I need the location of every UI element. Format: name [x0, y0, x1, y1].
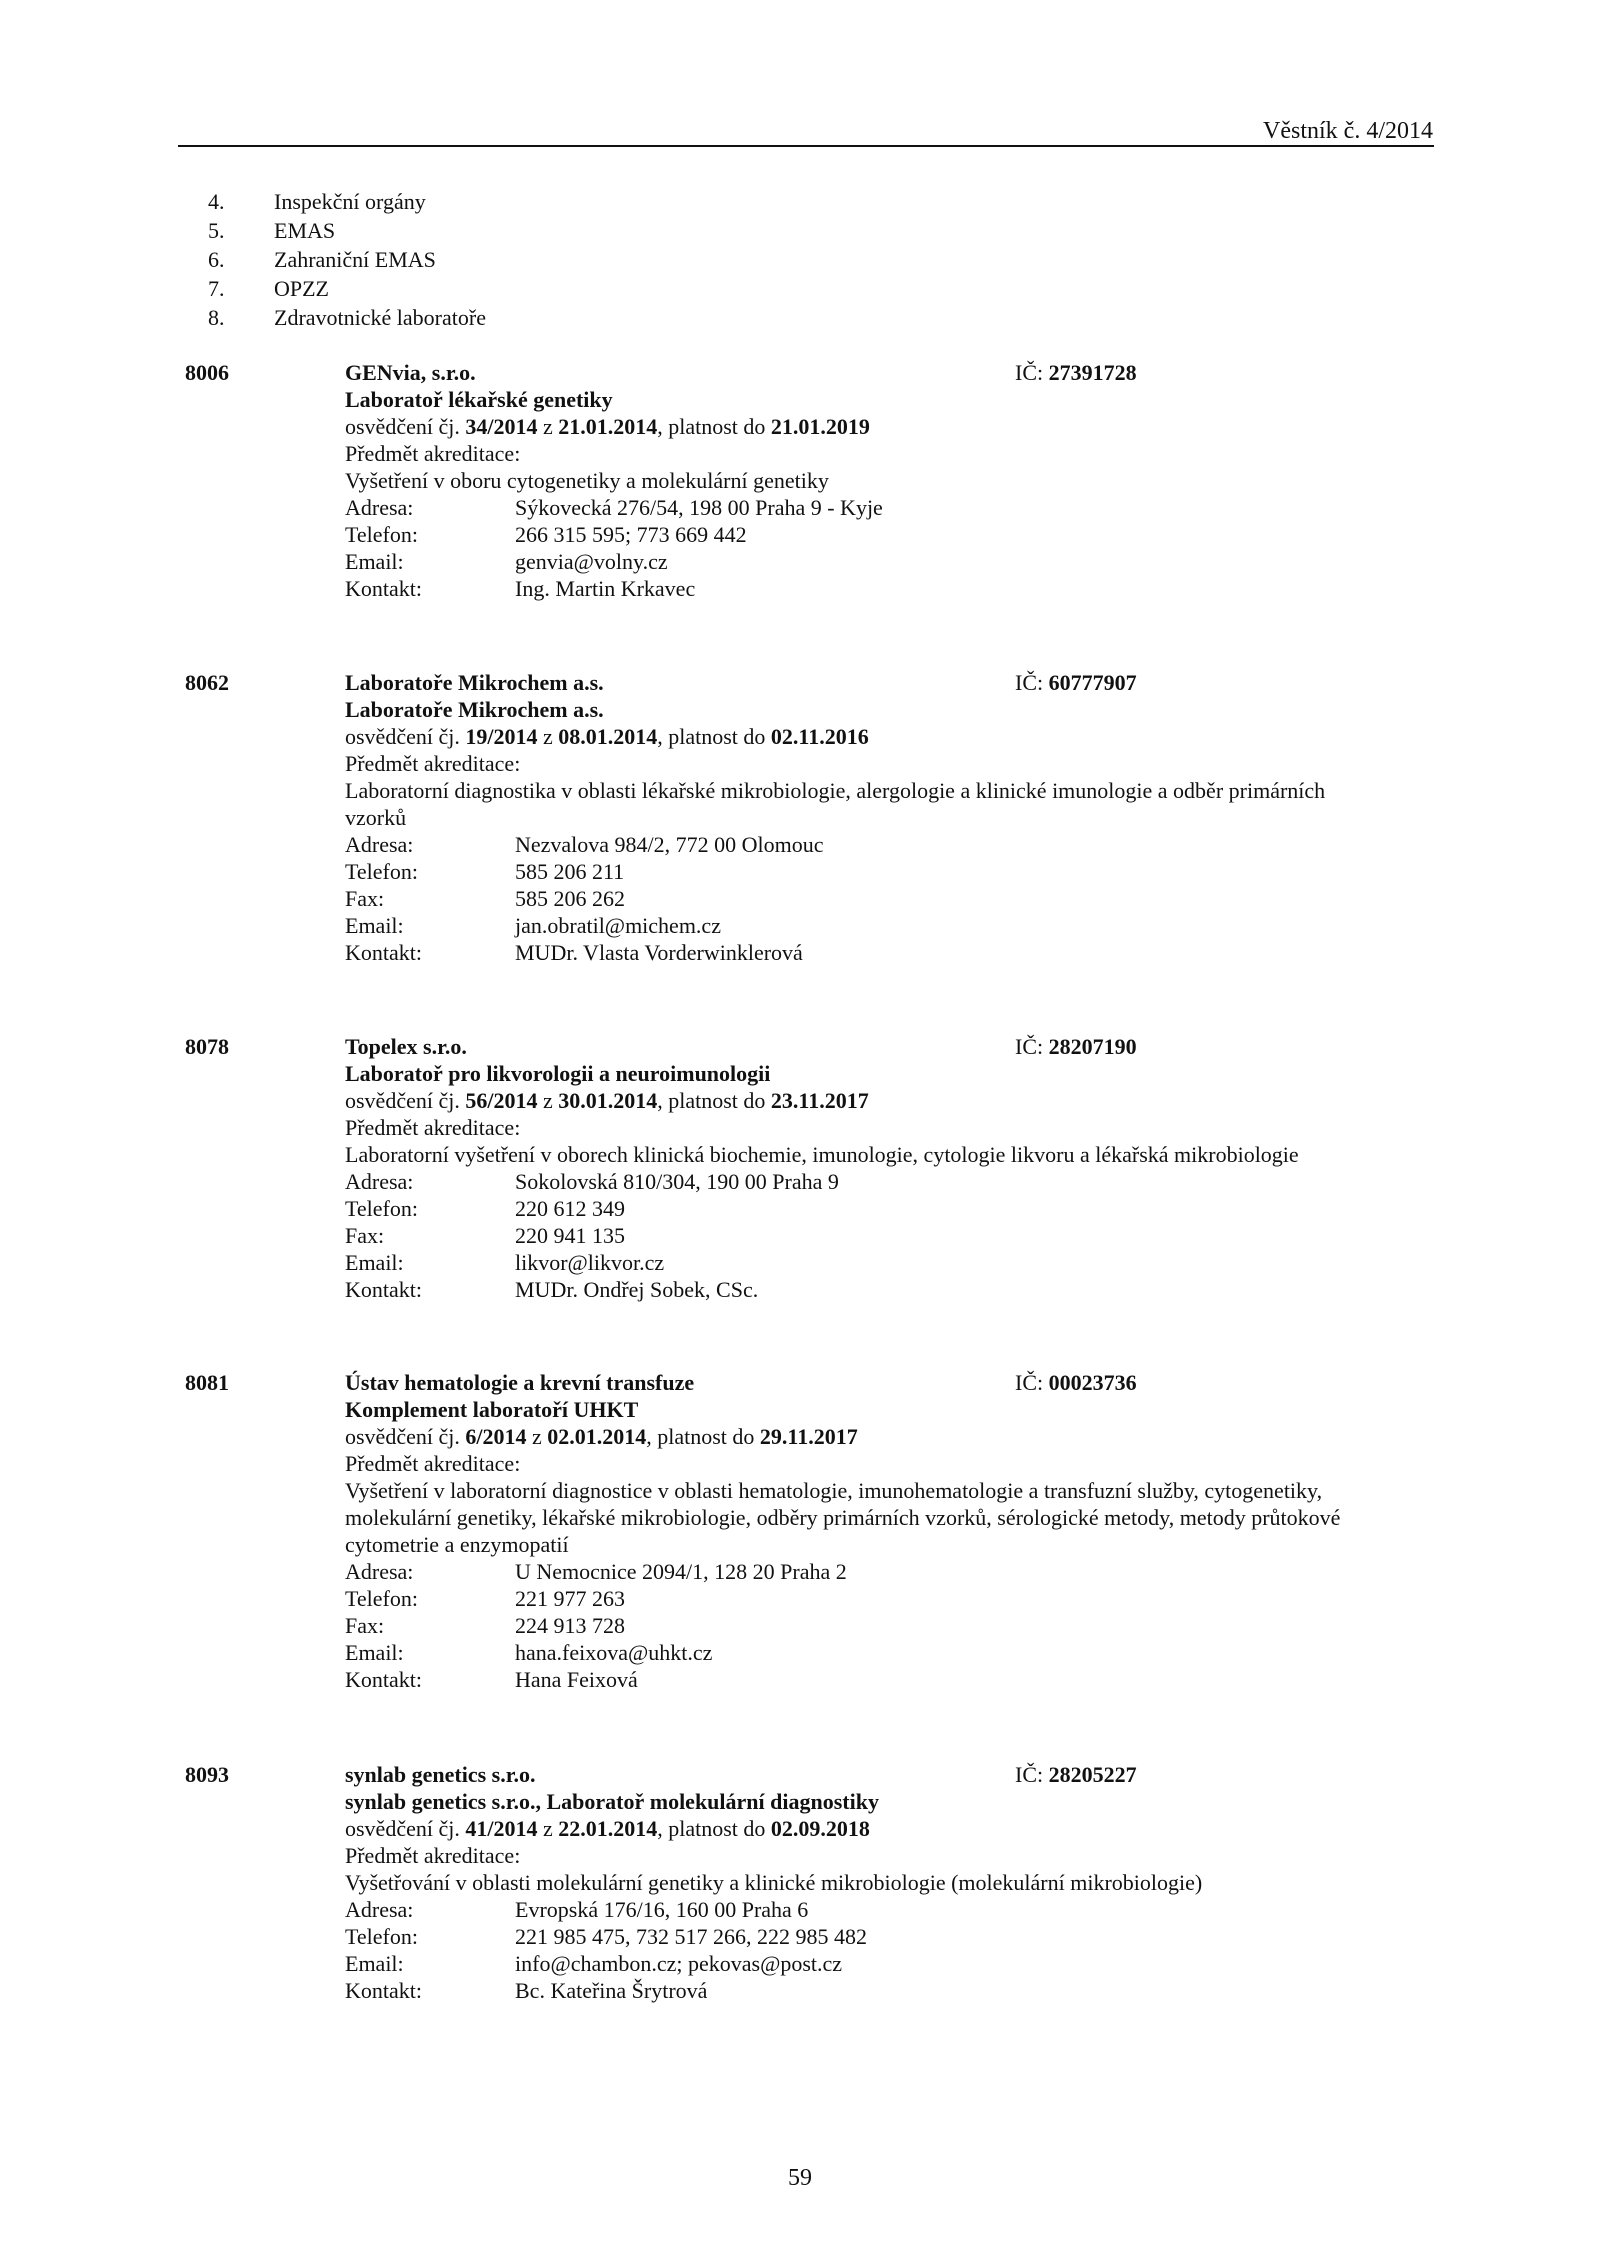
section-list-item: [208, 216, 486, 245]
company-name: synlab genetics s.r.o.: [345, 1762, 536, 1787]
company-name: Laboratoře Mikrochem a.s.: [345, 670, 604, 695]
phone-row: [345, 1585, 1405, 1612]
address-value: Nezvalova 984/2, 772 00 Olomouc: [515, 832, 824, 857]
lab-name: Laboratoř lékařské genetiky: [345, 387, 613, 412]
fax-label: Fax:: [345, 1223, 385, 1248]
email-row: [345, 1249, 1405, 1276]
address-row: [345, 1896, 1405, 1923]
section-number: 5.: [208, 218, 225, 243]
certificate-line: [345, 1815, 1405, 1842]
section-list-item: [208, 245, 486, 274]
cert-z: z: [542, 1816, 553, 1841]
entry-id: 8006: [185, 360, 229, 385]
contact-row: [345, 1666, 1405, 1693]
contact-value: Hana Feixová: [515, 1667, 638, 1692]
contact-value: MUDr. Vlasta Vorderwinklerová: [515, 940, 803, 965]
phone-label: Telefon:: [345, 1924, 418, 1949]
cert-validity-label: , platnost do: [657, 1816, 766, 1841]
cert-number: 56/2014: [465, 1088, 538, 1113]
cert-z: z: [542, 1088, 553, 1113]
phone-value: 266 315 595; 773 669 442: [515, 522, 747, 547]
subject-text: Vyšetření v oboru cytogenetiky a molekulární genetiky: [345, 468, 829, 493]
phone-row: [345, 1923, 1405, 1950]
entry-body: [345, 1761, 1405, 2004]
phone-row: [345, 858, 1405, 885]
section-number: 4.: [208, 189, 225, 214]
email-row: [345, 912, 1405, 939]
fax-row: [345, 1612, 1405, 1639]
subject-text: Laboratorní vyšetření v oborech klinická biochemie, imunologie, cytologie likvoru a lékařská mikrobiologie: [345, 1142, 1299, 1167]
contact-value: MUDr. Ondřej Sobek, CSc.: [515, 1277, 759, 1302]
page-number: 59: [788, 2165, 812, 2191]
phone-label: Telefon:: [345, 1586, 418, 1611]
fax-value: 224 913 728: [515, 1613, 625, 1638]
phone-label: Telefon:: [345, 1196, 418, 1221]
address-label: Adresa:: [345, 1169, 414, 1194]
certificate-line: [345, 413, 1405, 440]
section-list-item: [208, 187, 486, 216]
certificate-line: [345, 1087, 1405, 1114]
contact-value: Ing. Martin Krkavec: [515, 576, 696, 601]
section-number: 6.: [208, 247, 225, 272]
phone-row: [345, 1195, 1405, 1222]
cert-valid-to: 29.11.2017: [759, 1424, 858, 1449]
entry-id: 8062: [185, 670, 229, 695]
cert-valid-to: 23.11.2017: [770, 1088, 869, 1113]
cert-valid-to: 02.11.2016: [770, 724, 869, 749]
cert-date: 02.01.2014: [547, 1424, 647, 1449]
entry-id: 8093: [185, 1762, 229, 1787]
address-value: U Nemocnice 2094/1, 128 20 Praha 2: [515, 1559, 847, 1584]
section-label: Inspekční orgány: [274, 189, 426, 214]
lab-name: Komplement laboratoří UHKT: [345, 1397, 639, 1422]
contact-row: [345, 1276, 1405, 1303]
subject-label: Předmět akreditace:: [345, 1115, 521, 1140]
email-value: jan.obratil@michem.cz: [515, 913, 721, 938]
ic-value: 60777907: [1048, 670, 1137, 695]
ic-value: 00023736: [1048, 1370, 1137, 1395]
subject-label: Předmět akreditace:: [345, 751, 521, 776]
address-value: Sokolovská 810/304, 190 00 Praha 9: [515, 1169, 839, 1194]
cert-number: 41/2014: [465, 1816, 538, 1841]
entry-id: 8081: [185, 1370, 229, 1395]
cert-validity-label: , platnost do: [657, 414, 766, 439]
cert-validity-label: , platnost do: [657, 1088, 766, 1113]
phone-value: 585 206 211: [515, 859, 625, 884]
address-label: Adresa:: [345, 1559, 414, 1584]
cert-valid-to: 21.01.2019: [770, 414, 870, 439]
address-value: Evropská 176/16, 160 00 Praha 6: [515, 1897, 809, 1922]
subject-text: Vyšetřování v oblasti molekulární genetiky a klinické mikrobiologie (molekulární mikrobiologie): [345, 1870, 1203, 1895]
address-label: Adresa:: [345, 495, 414, 520]
cert-number: 6/2014: [465, 1424, 527, 1449]
subject-label: Předmět akreditace:: [345, 1843, 521, 1868]
entry-body: [345, 1033, 1405, 1303]
company-name: Topelex s.r.o.: [345, 1034, 467, 1059]
entry-body: [345, 359, 1405, 602]
contact-label: Kontakt:: [345, 1277, 422, 1302]
ic-label: IČ:: [1015, 1034, 1044, 1059]
fax-row: [345, 885, 1405, 912]
fax-value: 220 941 135: [515, 1223, 625, 1248]
subject-label: Předmět akreditace:: [345, 441, 521, 466]
company-name: GENvia, s.r.o.: [345, 360, 476, 385]
email-label: Email:: [345, 1250, 404, 1275]
cert-z: z: [531, 1424, 542, 1449]
ic-label: IČ:: [1015, 360, 1044, 385]
section-number: 7.: [208, 276, 225, 301]
cert-validity-label: , platnost do: [657, 724, 766, 749]
lab-name: Laboratoře Mikrochem a.s.: [345, 697, 604, 722]
section-label: Zahraniční EMAS: [274, 247, 436, 272]
address-label: Adresa:: [345, 1897, 414, 1922]
cert-number: 34/2014: [465, 414, 538, 439]
fax-label: Fax:: [345, 886, 385, 911]
cert-number: 19/2014: [465, 724, 538, 749]
address-row: [345, 1168, 1405, 1195]
contact-label: Kontakt:: [345, 1667, 422, 1692]
lab-name: synlab genetics s.r.o., Laboratoř molekulární diagnostiky: [345, 1789, 879, 1814]
phone-label: Telefon:: [345, 859, 418, 884]
subject-label: Předmět akreditace:: [345, 1451, 521, 1476]
phone-value: 221 985 475, 732 517 266, 222 985 482: [515, 1924, 867, 1949]
cert-date: 22.01.2014: [558, 1816, 658, 1841]
subject-text: Laboratorní diagnostika v oblasti lékařské mikrobiologie, alergologie a klinické imunologie a odběr primárních vzorků: [345, 778, 1326, 830]
ic-value: 28205227: [1048, 1762, 1137, 1787]
cert-z: z: [542, 724, 553, 749]
entry-body: [345, 1369, 1405, 1693]
contact-row: [345, 939, 1405, 966]
section-list: [208, 187, 486, 332]
cert-prefix: osvědčení čj.: [345, 724, 460, 749]
email-label: Email:: [345, 913, 404, 938]
section-label: OPZZ: [274, 276, 329, 301]
phone-value: 220 612 349: [515, 1196, 625, 1221]
cert-date: 21.01.2014: [558, 414, 658, 439]
cert-valid-to: 02.09.2018: [770, 1816, 870, 1841]
email-value: genvia@volny.cz: [515, 549, 668, 574]
email-row: [345, 548, 1405, 575]
company-name: Ústav hematologie a krevní transfuze: [345, 1370, 695, 1395]
fax-label: Fax:: [345, 1613, 385, 1638]
section-number: 8.: [208, 305, 225, 330]
contact-row: [345, 1977, 1405, 2004]
phone-label: Telefon:: [345, 522, 418, 547]
certificate-line: [345, 1423, 1405, 1450]
email-label: Email:: [345, 1640, 404, 1665]
contact-label: Kontakt:: [345, 940, 422, 965]
address-value: Sýkovecká 276/54, 198 00 Praha 9 - Kyje: [515, 495, 883, 520]
email-value: info@chambon.cz; pekovas@post.cz: [515, 1951, 843, 1976]
email-label: Email:: [345, 549, 404, 574]
cert-z: z: [542, 414, 553, 439]
email-label: Email:: [345, 1951, 404, 1976]
cert-date: 30.01.2014: [558, 1088, 658, 1113]
contact-row: [345, 575, 1405, 602]
phone-row: [345, 521, 1405, 548]
address-row: [345, 831, 1405, 858]
email-value: likvor@likvor.cz: [515, 1250, 665, 1275]
page-header-title: Věstník č. 4/2014: [1263, 118, 1433, 144]
address-row: [345, 1558, 1405, 1585]
ic-value: 28207190: [1048, 1034, 1137, 1059]
cert-validity-label: , platnost do: [646, 1424, 755, 1449]
ic-label: IČ:: [1015, 1370, 1044, 1395]
certificate-line: [345, 723, 1405, 750]
section-label: EMAS: [274, 218, 336, 243]
contact-label: Kontakt:: [345, 576, 422, 601]
cert-prefix: osvědčení čj.: [345, 1088, 460, 1113]
contact-label: Kontakt:: [345, 1978, 422, 2003]
lab-name: Laboratoř pro likvorologii a neuroimunologii: [345, 1061, 771, 1086]
section-list-item: [208, 303, 486, 332]
entry-body: [345, 669, 1405, 966]
ic-label: IČ:: [1015, 670, 1044, 695]
fax-row: [345, 1222, 1405, 1249]
ic-label: IČ:: [1015, 1762, 1044, 1787]
section-list-item: [208, 274, 486, 303]
cert-prefix: osvědčení čj.: [345, 414, 460, 439]
entry-id: 8078: [185, 1034, 229, 1059]
cert-prefix: osvědčení čj.: [345, 1816, 460, 1841]
subject-text: Vyšetření v laboratorní diagnostice v oblasti hematologie, imunohematologie a transfuzní služby, cytogenetiky, molekulární genetiky, lékařské mikrobiologie, odběry primárních vzorků, sérologické metody, metody průtokové cytometrie a enzymopatií: [345, 1478, 1341, 1557]
phone-value: 221 977 263: [515, 1586, 625, 1611]
address-row: [345, 494, 1405, 521]
email-row: [345, 1639, 1405, 1666]
cert-prefix: osvědčení čj.: [345, 1424, 460, 1449]
email-row: [345, 1950, 1405, 1977]
address-label: Adresa:: [345, 832, 414, 857]
fax-value: 585 206 262: [515, 886, 625, 911]
email-value: hana.feixova@uhkt.cz: [515, 1640, 713, 1665]
contact-value: Bc. Kateřina Šrytrová: [515, 1978, 708, 2003]
section-label: Zdravotnické laboratoře: [274, 305, 486, 330]
ic-value: 27391728: [1048, 360, 1137, 385]
header-rule: [178, 145, 1434, 147]
cert-date: 08.01.2014: [558, 724, 658, 749]
